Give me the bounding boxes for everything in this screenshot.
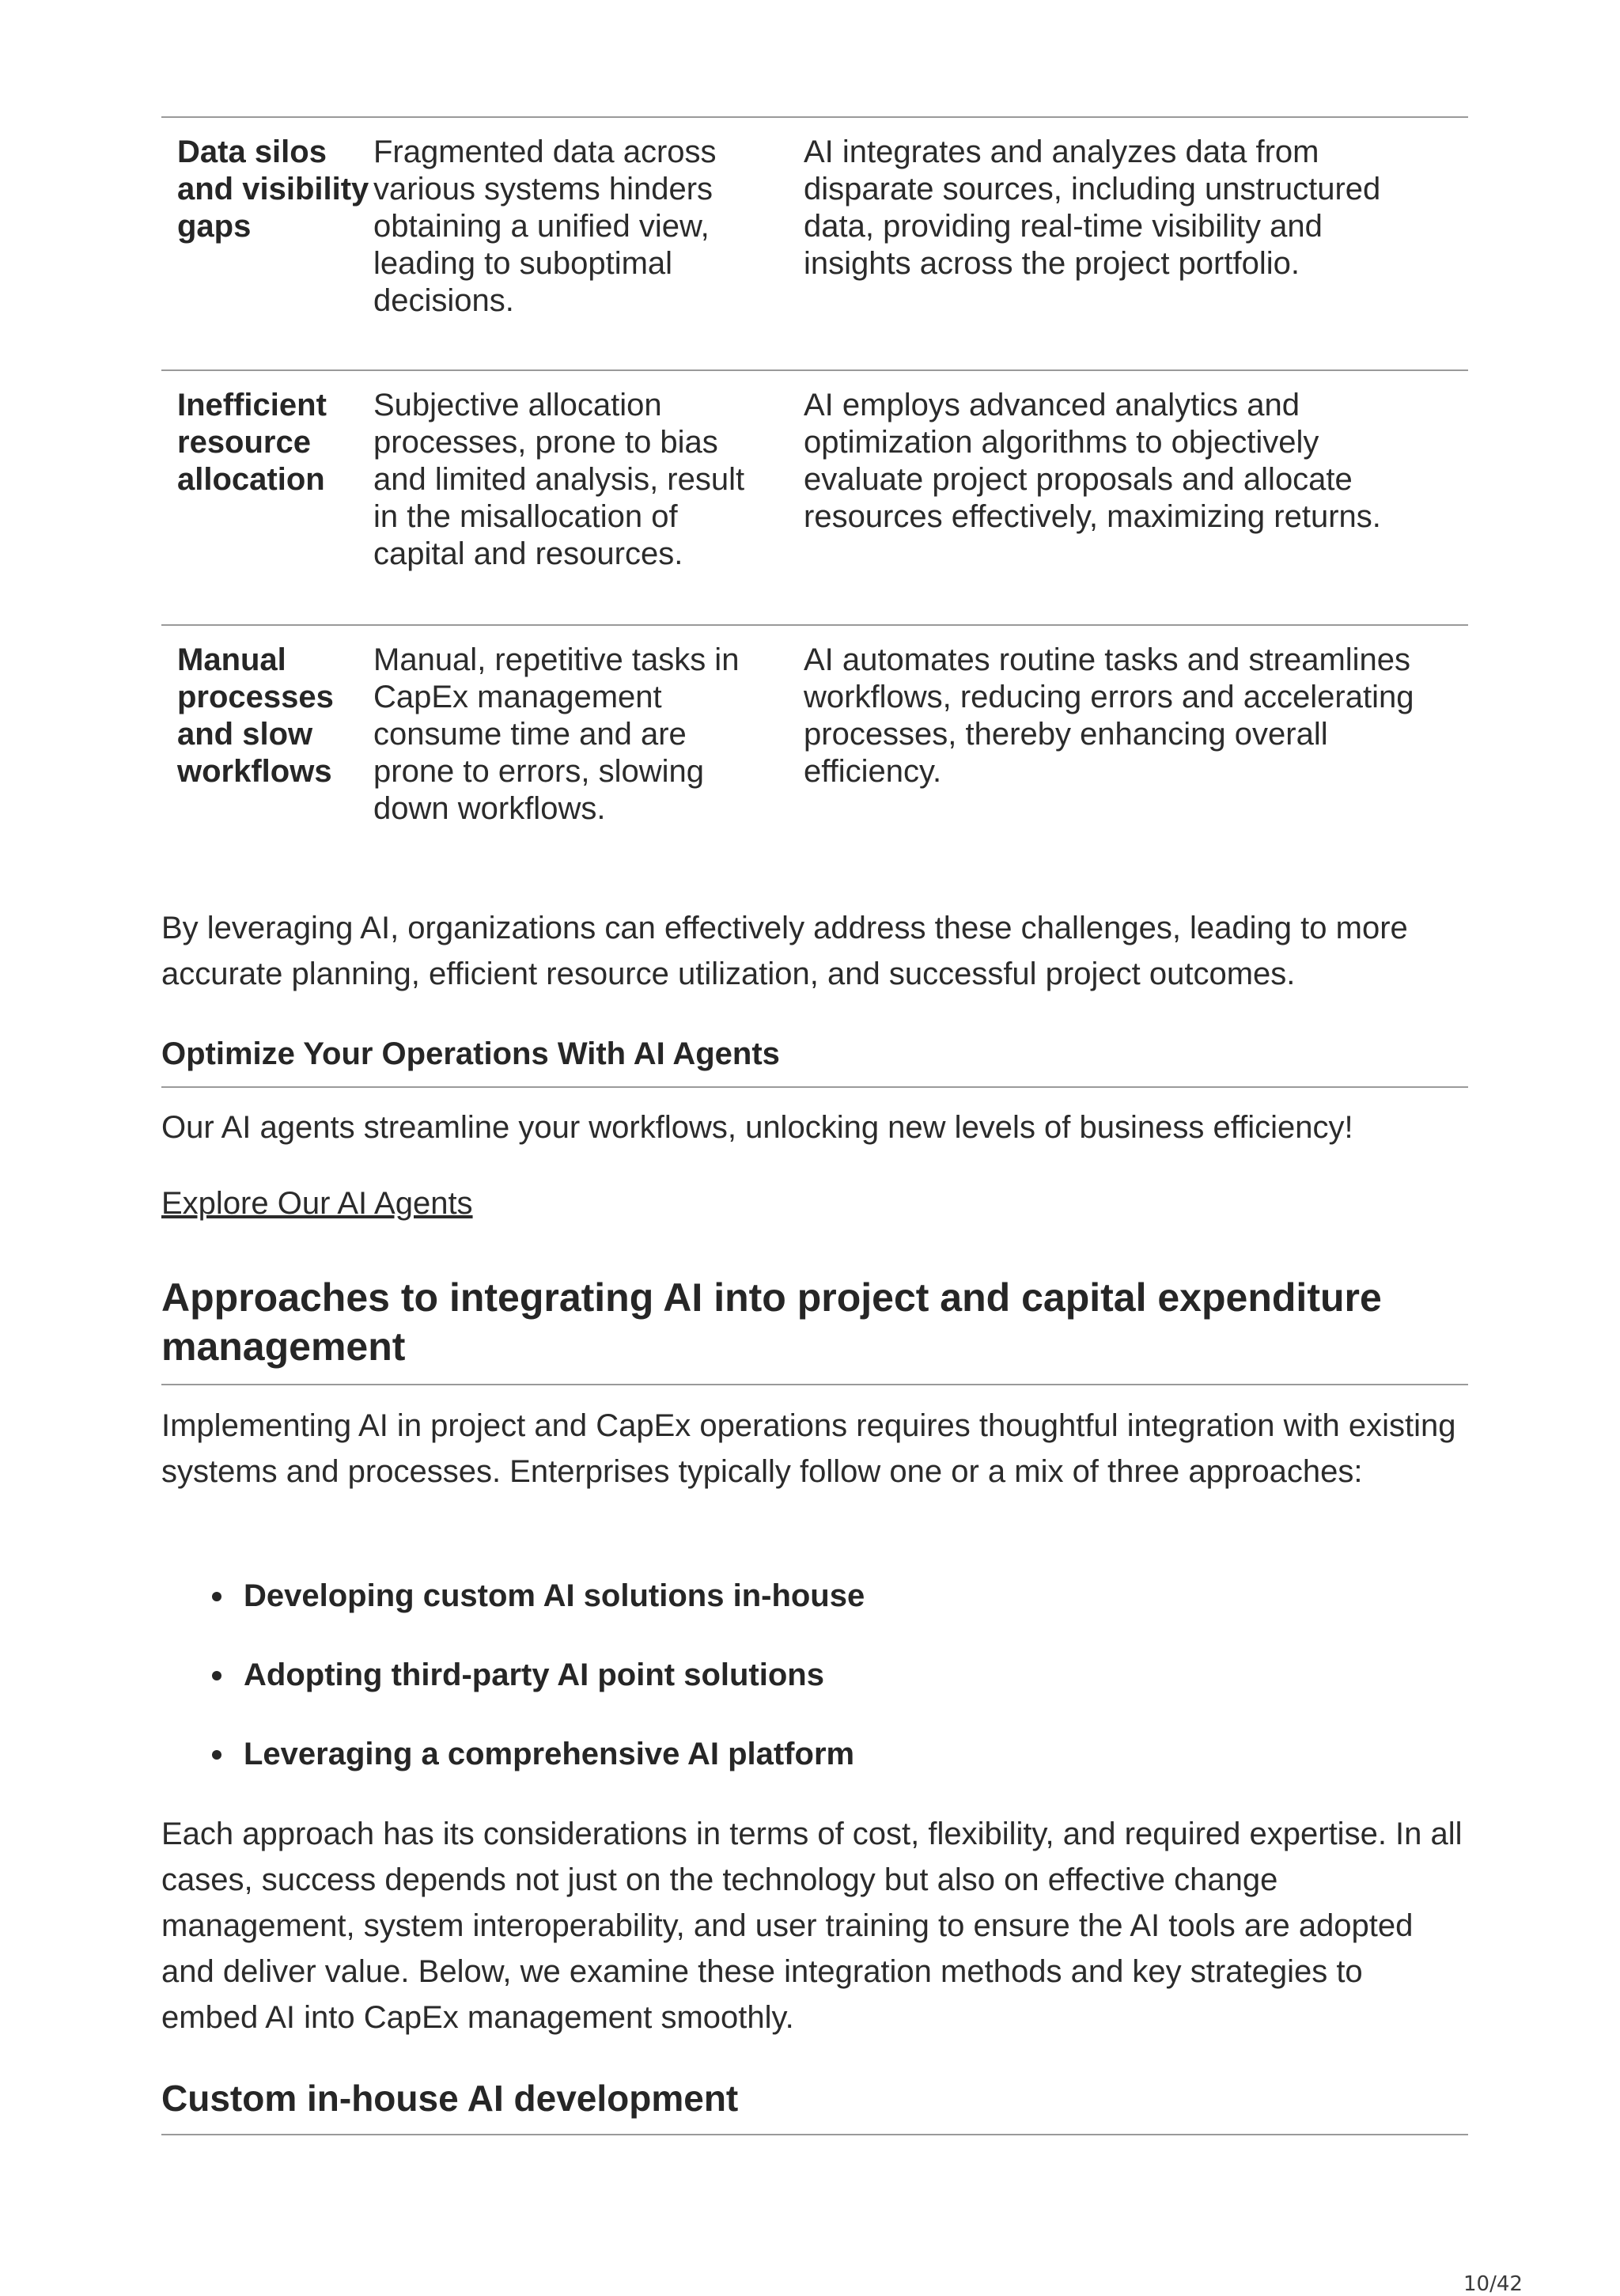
list-item-label: Leveraging a comprehensive AI platform [244,1737,855,1771]
subsection-heading: Custom in-house AI development [161,2078,739,2119]
bullet-icon [212,1592,221,1601]
table-row [161,624,1468,847]
cta-text: Our AI agents streamline your workflows, unlocking new levels of business efficiency! [161,1110,1353,1145]
ai-solution-cell: AI automates routine tasks and streamlines workflows, reducing errors and accelerating processes, thereby enhancing overall efficiency. [804,642,1414,789]
description-cell: Fragmented data across various systems hinders obtaining a unified view, leading to suboptimal decisions. [373,135,717,318]
cta-heading: Optimize Your Operations With AI Agents [161,1036,780,1071]
divider [161,1086,1468,1088]
list-item-label: Developing custom AI solutions in-house [244,1578,865,1613]
challenge-cell: Data silos and visibility gaps [177,135,369,244]
bullet-icon [212,1671,221,1680]
bullet-icon [212,1750,221,1760]
divider [161,2134,1468,2135]
list-item [161,1656,1468,1735]
description-cell: Manual, repetitive tasks in CapEx management consume time and are prone to errors, slowing down workflows. [373,642,740,826]
explore-ai-agents-link[interactable]: Explore Our AI Agents [161,1186,473,1221]
ai-solution-cell: AI employs advanced analytics and optimization algorithms to objectively evaluate project proposals and allocate resources effectively, maximizing returns. [804,388,1381,534]
challenge-cell: Manual processes and slow workflows [177,642,334,789]
divider [161,1384,1468,1385]
table-row [161,116,1468,369]
challenge-cell: Inefficient resource allocation [177,388,327,497]
approaches-list [161,1577,1468,1814]
summary-paragraph: By leveraging AI, organizations can effectively address these challenges, leading to more accurate planning, efficient resource utilization, and successful project outcomes. [161,911,1408,991]
ai-solution-cell: AI integrates and analyzes data from disparate sources, including unstructured data, providing real-time visibility and insights across the project portfolio. [804,135,1381,281]
table-row [161,369,1468,624]
section-intro: Implementing AI in project and CapEx operations requires thoughtful integration with existing systems and processes. Enterprises typically follow one or a mix of three approaches: [161,1408,1456,1489]
list-item [161,1735,1468,1814]
description-cell: Subjective allocation processes, prone to bias and limited analysis, result in the misallocation of capital and resources. [373,388,745,571]
section-closing: Each approach has its considerations in terms of cost, flexibility, and required expertise. In all cases, success depends not just on the technology but also on effective change management, system interoperability, and user training to ensure the AI tools are adopted and deliver value. Below, we examine these integration methods and key strategies to embed AI into CapEx management smoothly. [161,1817,1463,2035]
section-heading: Approaches to integrating AI into project and capital expenditure management [161,1275,1382,1369]
page-number: 10/42 [1463,2272,1523,2296]
list-item-label: Adopting third-party AI point solutions [244,1658,824,1692]
list-item [161,1577,1468,1656]
challenges-table [161,116,1468,847]
